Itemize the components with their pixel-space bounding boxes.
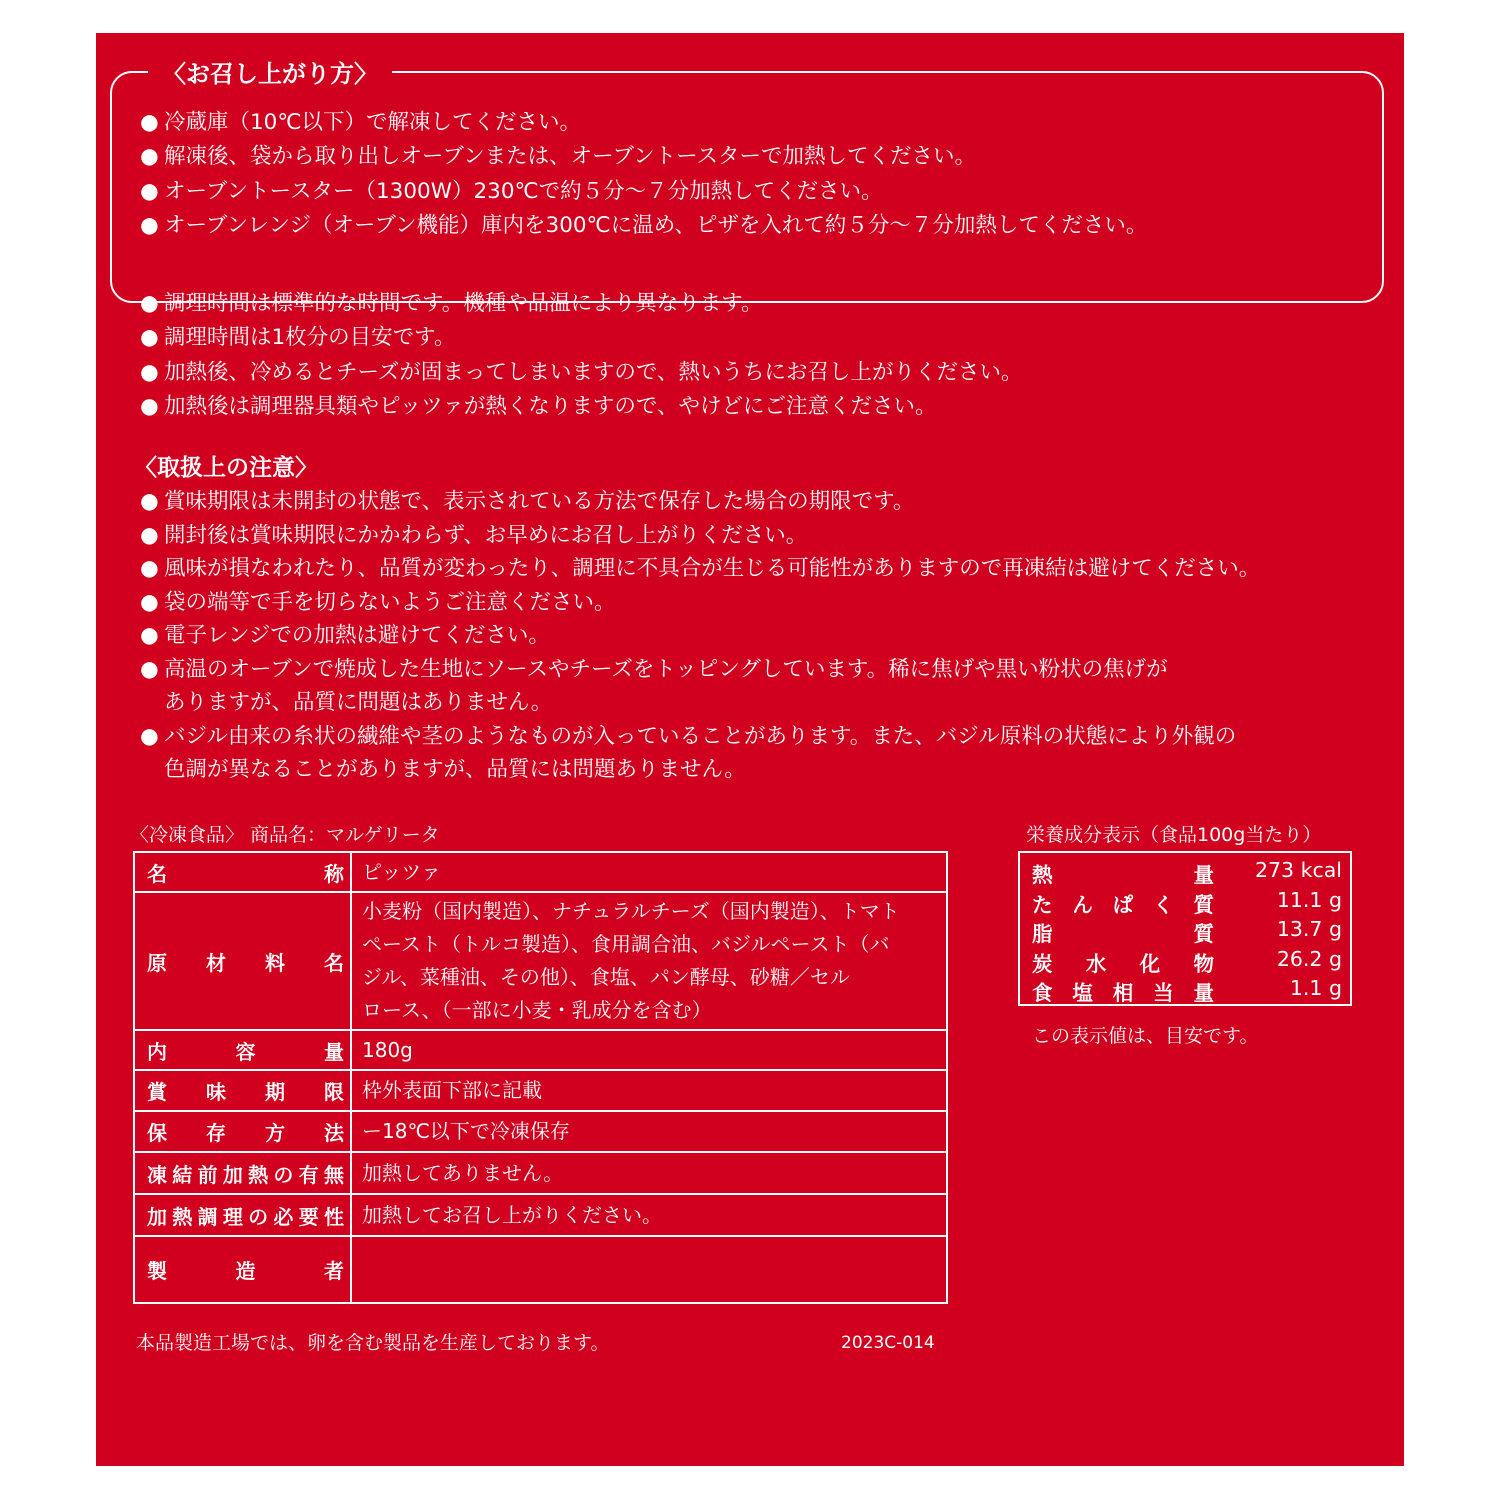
list-item-text: 高温のオーブンで焼成した生地にソースやチーズをトッピングしています。稀に焦げや黒い粉状の焦げが — [164, 656, 1168, 682]
row-label-text — [147, 1159, 344, 1188]
product-caption: 〈冷凍食品〉 商品名：マルゲリータ — [130, 824, 440, 846]
label-char: 量 — [324, 1039, 344, 1064]
package-back-panel — [96, 33, 1404, 1466]
list-item — [136, 106, 1147, 140]
label-char: 容 — [235, 1039, 256, 1064]
list-item-text: 風味が損なわれたり、品質が変わったり、調理に不具合が生じる可能性がありますので再凍結は避けてください。 — [164, 556, 1261, 581]
nutrition-row — [1032, 947, 1342, 977]
list-item — [136, 586, 1260, 620]
row-label — [134, 892, 351, 1030]
table-row — [134, 1194, 947, 1236]
row-value-text: ペースト（トルコ製造）、食用調合油、バジルペースト（バ — [362, 932, 890, 956]
table-row — [134, 1236, 947, 1303]
nutrition-label — [1032, 917, 1214, 947]
label-char: 質 — [1193, 922, 1214, 946]
list-item-text: 加熱後、冷めるとチーズが固まってしまいますので、熱いうちにお召し上がりください。 — [164, 359, 1023, 385]
row-label — [134, 1070, 351, 1111]
table-row — [134, 1030, 947, 1070]
label-char: く — [1153, 892, 1174, 917]
label-char: 加 — [222, 1162, 243, 1187]
label-char: 名 — [324, 950, 344, 975]
label-char: 造 — [235, 1259, 256, 1283]
label-char: 称 — [324, 861, 344, 886]
nutrition-value: 273 kcal — [1254, 858, 1342, 882]
bullet-icon: ● — [140, 178, 159, 204]
row-label — [134, 1152, 351, 1194]
bullet-icon: ● — [140, 144, 159, 170]
row-label — [134, 1236, 351, 1303]
list-item — [136, 356, 1023, 390]
label-char: 製 — [147, 1259, 167, 1283]
list-item-text: 電子レンジでの加熱は避けてください。 — [164, 623, 550, 648]
row-label — [134, 1030, 351, 1070]
label-char: 要 — [298, 1204, 319, 1229]
row-value — [351, 852, 947, 892]
table-row — [134, 852, 947, 892]
label-char: 前 — [197, 1162, 218, 1187]
label-char: ん — [1072, 892, 1093, 917]
row-value-text: ロース、（一部に小麦・乳成分を含む） — [362, 998, 712, 1022]
list-item-text: 調理時間は1枚分の目安です。 — [164, 325, 456, 351]
label-char: の — [273, 1162, 294, 1187]
list-item — [136, 485, 1260, 519]
howto-title: 〈お召し上がり方〉 — [148, 59, 392, 89]
bullet-icon: ● — [140, 393, 159, 419]
bullet-icon: ● — [140, 623, 159, 648]
row-value-text: 180g — [362, 1037, 413, 1062]
row-label-text — [147, 1201, 344, 1230]
list-item-text: オーブントースター（1300W）230℃で約５分〜７分加熱してください。 — [164, 178, 883, 204]
row-label-text — [147, 858, 344, 887]
bullet-icon: ● — [140, 589, 159, 615]
label-char: 内 — [147, 1039, 167, 1064]
label-char: 加 — [147, 1204, 167, 1229]
bullet-icon: ● — [140, 291, 159, 316]
label-char: 名 — [147, 861, 167, 886]
list-item — [136, 140, 1147, 174]
product-code: 2023C-014 — [841, 1333, 935, 1353]
nutrition-row — [1032, 858, 1342, 888]
list-item-text: 袋の端等で手を切らないようご注意ください。 — [164, 589, 616, 615]
label-char: 凍 — [147, 1162, 167, 1187]
row-label-text — [147, 1117, 344, 1146]
label-char: 炭 — [1032, 951, 1053, 976]
list-item — [136, 209, 1147, 243]
nutrition-value: 26.2 g — [1276, 946, 1342, 971]
row-label — [134, 1194, 351, 1236]
row-value — [351, 1111, 947, 1152]
list-item — [136, 619, 1260, 653]
row-label — [134, 852, 351, 892]
label-char: 物 — [1193, 951, 1214, 976]
bullet-icon: ● — [140, 522, 159, 548]
handling-title: 〈取扱上の注意〉 — [134, 455, 318, 481]
list-item-text: 調理時間は標準的な時間です。機種や品温により異なります。 — [164, 291, 763, 316]
handling-list — [136, 485, 1260, 787]
label-char: 存 — [206, 1121, 226, 1145]
table-row — [134, 1111, 947, 1152]
row-value — [351, 1152, 947, 1194]
bullet-icon: ● — [140, 656, 159, 682]
list-item — [136, 287, 1023, 321]
nutrition-row — [1032, 917, 1342, 947]
label-char: 調 — [197, 1204, 218, 1229]
nutrition-label — [1032, 947, 1214, 977]
label-char: の — [248, 1204, 269, 1229]
label-char: 質 — [1193, 892, 1214, 917]
label-char: 期 — [265, 1080, 285, 1104]
row-label — [134, 1111, 351, 1152]
list-item-text: バジル由来の糸状の繊維や茎のようなものが入っていることがあります。また、バジル原料の状態により外観の — [164, 723, 1237, 749]
label-char: 食 — [1032, 981, 1053, 1005]
label-char: 性 — [323, 1204, 344, 1229]
list-item-text: 冷蔵庫（10℃以下）で解凍してください。 — [164, 110, 582, 135]
label-char: 無 — [323, 1162, 344, 1187]
list-item — [136, 175, 1147, 209]
bullet-icon: ● — [140, 212, 159, 238]
label-char: 法 — [324, 1121, 344, 1145]
list-item — [136, 653, 1260, 720]
cooking-notes-list — [136, 287, 1023, 424]
label-char: 原 — [147, 950, 167, 975]
row-label-text — [147, 1036, 344, 1065]
row-value — [351, 1236, 947, 1303]
label-char: 水 — [1085, 951, 1107, 976]
label-char: ぱ — [1112, 892, 1134, 917]
label-char: 材 — [206, 950, 226, 975]
row-value — [351, 892, 947, 1030]
label-char: 脂 — [1032, 922, 1053, 946]
label-char: 熱 — [172, 1204, 193, 1229]
row-label-text — [147, 1076, 344, 1105]
bullet-icon: ● — [140, 325, 159, 351]
nutrition-caption: 栄養成分表示（食品100g当たり） — [1026, 824, 1322, 846]
table-row — [134, 1070, 947, 1111]
row-value-text: 加熱してありません。 — [362, 1160, 564, 1185]
label-char: 味 — [206, 1080, 226, 1104]
list-item — [136, 390, 1023, 424]
table-row — [134, 1152, 947, 1194]
howto-list — [136, 106, 1147, 243]
list-item — [136, 321, 1023, 355]
label-char: 塩 — [1072, 981, 1093, 1005]
label-char: 方 — [265, 1121, 285, 1145]
label-char: 量 — [1193, 981, 1214, 1005]
list-item — [136, 519, 1260, 553]
nutrition-row — [1032, 976, 1342, 1006]
list-item-text: 加熱後は調理器具類やピッツァが熱くなりますので、やけどにご注意ください。 — [164, 393, 937, 419]
nutrition-row — [1032, 888, 1342, 918]
row-value-text: 小麦粉（国内製造）、ナチュラルチーズ（国内製造）、トマト — [362, 899, 900, 923]
list-item-text: ありますが、品質に問題はありません。 — [164, 690, 553, 715]
list-item-text: 賞味期限は未開封の状態で、表示されている方法で保存した場合の期限です。 — [164, 489, 915, 514]
label-char: 結 — [172, 1162, 193, 1187]
list-item-text: 開封後は賞味期限にかかわらず、お早めにお召し上がりください。 — [164, 522, 808, 548]
label-char: 料 — [265, 950, 285, 975]
label-char: 化 — [1139, 951, 1161, 976]
row-value-text: ー18℃以下で冷凍保存 — [362, 1119, 570, 1143]
row-value — [351, 1194, 947, 1236]
label-char: 量 — [1193, 863, 1214, 887]
nutrition-value: 1.1 g — [1289, 976, 1342, 1000]
label-char: 保 — [147, 1121, 167, 1145]
row-value-text: ピッツァ — [362, 859, 441, 884]
nutrition-label — [1032, 858, 1214, 888]
bullet-icon: ● — [140, 723, 159, 749]
list-item — [136, 552, 1260, 586]
label-char: 当 — [1153, 981, 1174, 1005]
nutrition-value: 13.7 g — [1276, 917, 1342, 941]
row-value — [351, 1070, 947, 1111]
bullet-icon: ● — [140, 489, 159, 514]
row-value-text: ジル、菜種油、その他）、食塩、パン酵母、砂糖／セル — [362, 965, 850, 989]
nutrition-label — [1032, 888, 1214, 918]
list-item — [136, 720, 1260, 787]
nutrition-table — [1018, 851, 1352, 1006]
bullet-icon: ● — [140, 556, 159, 581]
label-char: 者 — [324, 1259, 344, 1283]
allergen-footnote: 本品製造工場では、卵を含む製品を生産しております。 — [136, 1332, 610, 1354]
label-char: 理 — [222, 1204, 243, 1229]
label-char: 有 — [298, 1162, 319, 1187]
bullet-icon: ● — [140, 110, 159, 135]
label-char: 相 — [1112, 981, 1134, 1005]
row-label-text — [147, 947, 344, 976]
label-char: 熱 — [248, 1162, 269, 1187]
row-value-text: 加熱してお召し上がりください。 — [362, 1202, 662, 1227]
list-item-text: 色調が異なることがありますが、品質には問題ありません。 — [164, 757, 746, 782]
list-item-text: オーブンレンジ（オーブン機能）庫内を300℃に温め、ピザを入れて約５分〜７分加熱してください。 — [164, 212, 1148, 238]
label-char: 限 — [324, 1080, 344, 1104]
table-row — [134, 892, 947, 1030]
nutrition-note: この表示値は、目安です。 — [1032, 1025, 1259, 1047]
label-char: 賞 — [147, 1080, 167, 1104]
label-char: 熱 — [1032, 863, 1053, 887]
label-char: た — [1032, 892, 1053, 917]
product-info-table — [133, 851, 948, 1304]
row-value-text: 枠外表面下部に記載 — [362, 1078, 542, 1102]
row-value — [351, 1030, 947, 1070]
nutrition-label — [1032, 976, 1214, 1006]
nutrition-value: 11.1 g — [1276, 887, 1342, 912]
list-item-text: 解凍後、袋から取り出しオーブンまたは、オーブントースターで加熱してください。 — [164, 144, 977, 170]
label-char: 必 — [273, 1204, 294, 1229]
bullet-icon: ● — [140, 359, 159, 385]
row-label-text — [147, 1255, 344, 1284]
